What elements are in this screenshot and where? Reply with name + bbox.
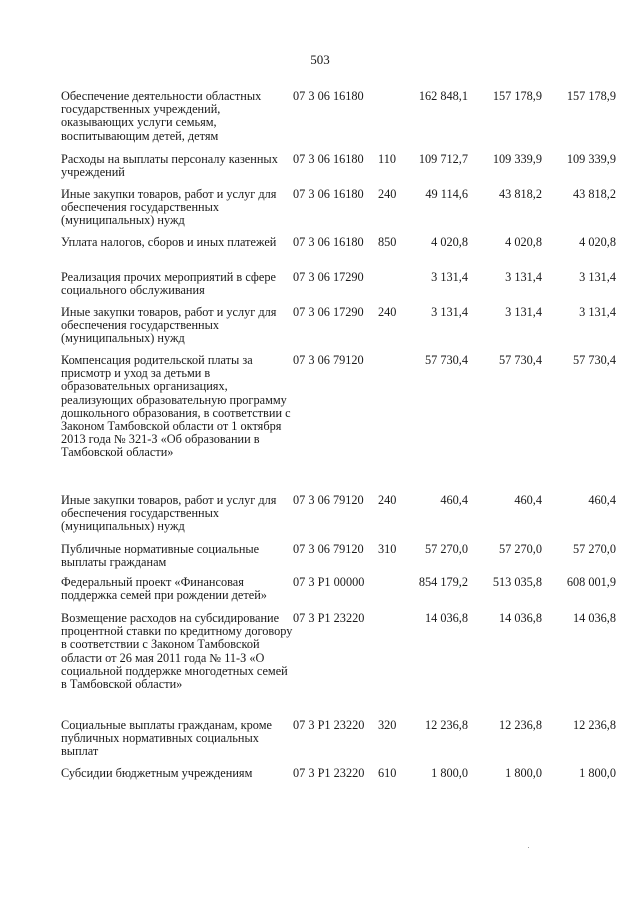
row-value-2: 57 730,4 [498,353,542,367]
row-value-2: 43 818,2 [498,187,542,201]
row-value-1: 4 020,8 [431,235,468,249]
row-value-1: 57 730,4 [424,353,468,367]
row-type: 310 [378,542,397,556]
row-value-2: 4 020,8 [505,235,542,249]
row-code: 07 3 06 16180 [293,187,364,201]
row-code: 07 3 Р1 00000 [293,575,365,589]
row-value-2: 12 236,8 [498,718,542,732]
row-type: 850 [378,235,397,249]
row-name: Расходы на выплаты персоналу казенных учреждений [61,152,278,180]
row-type: 240 [378,187,397,201]
row-type: 110 [378,152,396,166]
row-code: 07 3 Р1 23220 [293,611,365,625]
row-value-3: 157 178,9 [566,89,616,103]
row-name: Субсидии бюджетным учреждениям [61,766,253,780]
row-name: Социальные выплаты гражданам, кроме публичных нормативных социальных выплат [61,718,272,759]
row-value-1: 12 236,8 [424,718,468,732]
row-code: 07 3 06 16180 [293,235,364,249]
row-value-3: 1 800,0 [579,766,616,780]
row-name: Иные закупки товаров, работ и услуг для обеспечения государственных (муниципальных) нужд [61,187,277,228]
page-number: 503 [310,52,330,67]
row-type: 610 [378,766,397,780]
row-type: 320 [378,718,397,732]
row-value-1: 3 131,4 [431,305,468,319]
row-value-2: 460,4 [514,493,542,507]
row-type: 240 [378,305,397,319]
row-type: 240 [378,493,397,507]
row-value-1: 1 800,0 [431,766,468,780]
row-value-1: 3 131,4 [431,270,468,284]
row-value-2: 57 270,0 [498,542,542,556]
row-value-2: 3 131,4 [505,305,542,319]
row-value-3: 3 131,4 [579,270,616,284]
row-name: Возмещение расходов на субсидирование процентной ставки по кредитному договору в соответствии с Законом Тамбовской области от 26 мая 2011 года № 11-З «О социальной поддержке многодетных семей в Тамбовской области» [61,611,293,692]
row-value-1: 162 848,1 [418,89,468,103]
row-value-3: 4 020,8 [579,235,616,249]
row-name: Федеральный проект «Финансовая поддержка семей при рождении детей» [61,575,267,603]
row-value-1: 460,4 [440,493,468,507]
row-name: Компенсация родительской платы за присмотр и уход за детьми в образовательных организациях, реализующих образовательную программу дошкольного образования, в соответствии с Законом Тамбовской области от 1 октября 2013 года № 321-З «Об образовании в Тамбовской области» [61,353,291,460]
row-code: 07 3 06 16180 [293,89,364,103]
row-value-1: 109 712,7 [418,152,468,166]
row-value-2: 1 800,0 [505,766,542,780]
row-name: Публичные нормативные социальные выплаты гражданам [61,542,260,570]
row-value-3: 109 339,9 [566,152,616,166]
scan-speck [528,847,529,848]
row-value-1: 854 179,2 [418,575,468,589]
row-value-3: 3 131,4 [579,305,616,319]
row-value-2: 14 036,8 [498,611,542,625]
row-value-3: 57 270,0 [572,542,616,556]
row-code: 07 3 06 79120 [293,542,364,556]
row-value-3: 57 730,4 [572,353,616,367]
row-name: Иные закупки товаров, работ и услуг для обеспечения государственных (муниципальных) нужд [61,493,277,534]
row-code: 07 3 06 17290 [293,305,364,319]
row-value-1: 57 270,0 [424,542,468,556]
row-code: 07 3 Р1 23220 [293,718,365,732]
row-value-3: 14 036,8 [572,611,616,625]
row-code: 07 3 06 79120 [293,493,364,507]
row-value-1: 49 114,6 [425,187,468,201]
row-value-2: 513 035,8 [492,575,542,589]
row-value-2: 157 178,9 [492,89,542,103]
row-code: 07 3 06 16180 [293,152,364,166]
row-value-2: 109 339,9 [492,152,542,166]
row-value-3: 43 818,2 [572,187,616,201]
row-value-3: 12 236,8 [572,718,616,732]
row-value-2: 3 131,4 [505,270,542,284]
row-code: 07 3 06 17290 [293,270,364,284]
row-name: Реализация прочих мероприятий в сфере социального обслуживания [61,270,276,298]
row-name: Обеспечение деятельности областных государственных учреждений, оказывающих услуги семьям, воспитывающим детей, детям [61,89,262,143]
row-name: Иные закупки товаров, работ и услуг для обеспечения государственных (муниципальных) нужд [61,305,277,346]
row-value-3: 608 001,9 [566,575,616,589]
row-name: Уплата налогов, сборов и иных платежей [61,235,277,249]
row-value-3: 460,4 [588,493,616,507]
row-value-1: 14 036,8 [424,611,468,625]
row-code: 07 3 Р1 23220 [293,766,365,780]
row-code: 07 3 06 79120 [293,353,364,367]
